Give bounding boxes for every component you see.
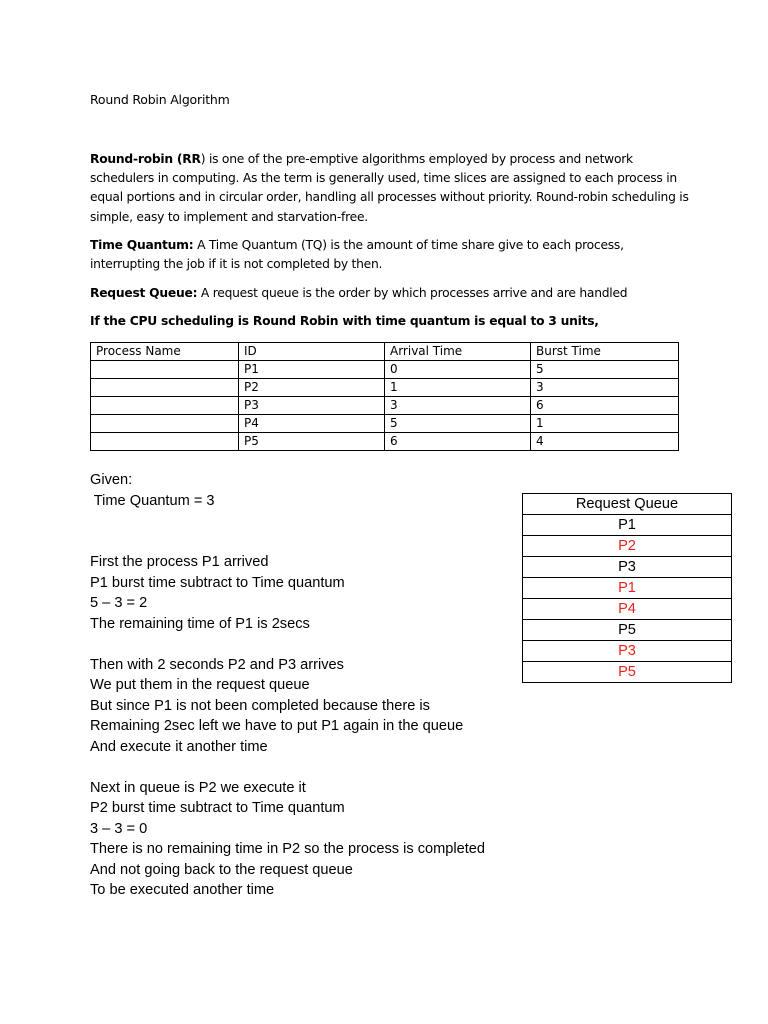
cell-process-name	[91, 397, 239, 415]
queue-item: P5	[523, 620, 732, 641]
queue-item: P5	[523, 662, 732, 683]
process-table	[90, 342, 679, 451]
step-line: There is no remaining time in P2 so the process is completed	[90, 841, 486, 857]
step-line: First the process P1 arrived	[90, 554, 269, 570]
cell-arrival-time: 1	[385, 379, 531, 397]
condition-statement: If the CPU scheduling is Round Robin with time quantum is equal to 3 units,	[90, 314, 599, 328]
cell-process-name	[91, 361, 239, 379]
given-section	[90, 470, 570, 511]
step-line: 5 – 3 = 2	[90, 595, 148, 611]
queue-item: P4	[523, 599, 732, 620]
cell-burst-time: 3	[531, 379, 679, 397]
step-line	[90, 634, 570, 655]
queue-item: P1	[523, 515, 732, 536]
cell-arrival-time: 3	[385, 397, 531, 415]
cell-arrival-time: 6	[385, 433, 531, 451]
queue-item: P2	[523, 536, 732, 557]
cell-arrival-time: 0	[385, 361, 531, 379]
table-row	[91, 433, 679, 451]
given-label: Given:	[90, 472, 133, 488]
step-line	[90, 757, 570, 778]
header-burst-time: Burst Time	[531, 343, 679, 361]
request-queue-header: Request Queue	[523, 494, 732, 515]
cell-burst-time: 6	[531, 397, 679, 415]
cell-arrival-time: 5	[385, 415, 531, 433]
time-quantum-text: A Time Quantum (TQ) is the amount of time share give to each process, interrupting the job if it is not completed by then.	[90, 238, 624, 272]
header-process-name: Process Name	[91, 343, 239, 361]
step-line: The remaining time of P1 is 2secs	[90, 615, 310, 632]
queue-item: P1	[523, 578, 732, 599]
step-line: Then with 2 seconds P2 and P3 arrives	[90, 656, 344, 673]
queue-item: P3	[523, 557, 732, 578]
request-queue-table	[522, 493, 732, 683]
table-row	[91, 379, 679, 397]
explanation-steps	[90, 552, 570, 901]
step-line: Next in queue is P2 we execute it	[90, 779, 306, 796]
process-table-header	[91, 343, 679, 361]
time-quantum-definition	[90, 236, 690, 274]
cell-id: P1	[239, 361, 385, 379]
step-line: And execute it another time	[90, 738, 268, 755]
step-line: And not going back to the request queue	[90, 861, 353, 878]
header-id: ID	[239, 343, 385, 361]
cell-id: P3	[239, 397, 385, 415]
step-line: Remaining 2sec left we have to put P1 again in the queue	[90, 718, 464, 734]
given-quantum: Time Quantum = 3	[90, 492, 215, 509]
intro-abbr: RR	[182, 152, 201, 166]
document-title: Round Robin Algorithm	[90, 92, 230, 107]
step-line: We put them in the request queue	[90, 677, 310, 693]
step-line: But since P1 is not been completed because there is	[90, 697, 430, 714]
cell-process-name	[91, 379, 239, 397]
intro-paragraph	[90, 150, 690, 227]
header-arrival-time: Arrival Time	[385, 343, 531, 361]
cell-burst-time: 5	[531, 361, 679, 379]
cell-id: P4	[239, 415, 385, 433]
step-line: To be executed another time	[90, 882, 275, 898]
table-row	[91, 415, 679, 433]
cell-id: P5	[239, 433, 385, 451]
queue-item: P3	[523, 641, 732, 662]
cell-id: P2	[239, 379, 385, 397]
cell-burst-time: 4	[531, 433, 679, 451]
step-line: P2 burst time subtract to Time quantum	[90, 800, 345, 816]
step-line: P1 burst time subtract to Time quantum	[90, 574, 345, 591]
request-queue-text: A request queue is the order by which processes arrive and are handled	[197, 286, 628, 300]
intro-term: Round-robin (	[90, 152, 183, 166]
request-queue-definition	[90, 284, 690, 303]
table-row	[91, 397, 679, 415]
request-queue-term: Request Queue:	[90, 286, 198, 300]
cell-process-name	[91, 433, 239, 451]
step-line: 3 – 3 = 0	[90, 820, 148, 837]
table-row	[91, 361, 679, 379]
cell-process-name	[91, 415, 239, 433]
intro-text: ) is one of the pre-emptive algorithms employed by process and network schedulers in computing. As the term is generally used, time slices are assigned to each process in equal portions and in circular order, handling all processes without priority. Round-robin scheduling is simple, easy to implement and starvation-free.	[90, 152, 689, 224]
time-quantum-term: Time Quantum:	[90, 238, 194, 252]
cell-burst-time: 1	[531, 415, 679, 433]
